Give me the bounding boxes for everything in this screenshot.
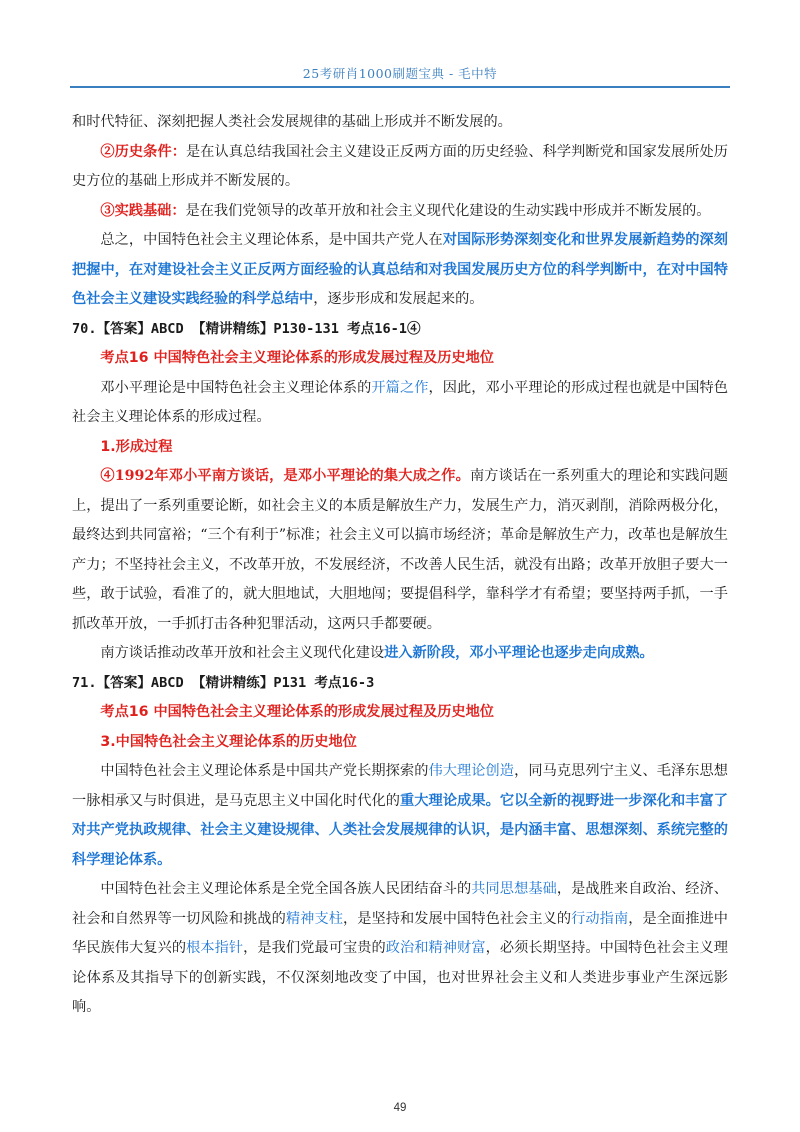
practical-basis-label: ③实践基础： <box>100 202 186 219</box>
impact-text-a: 南方谈话推动改革开放和社会主义现代化建设 <box>100 645 385 661</box>
foundation-highlight-f: 行动指南 <box>571 910 629 927</box>
foundation-highlight-h: 根本指针 <box>186 940 244 956</box>
summary-text-a: 总之，中国特色社会主义理论体系，是中国共产党人在 <box>100 232 443 248</box>
creation-text-c: ，同马克思列宁主义、毛泽东思想一脉相承又与时俱进，是马克思主义中国化时代化的 <box>72 763 728 809</box>
historical-conditions-text: 是在认真总结我国社会主义建设正反两方面的历史经验、科学判断党和国家发展所处历史方位的基础上形成并不断发展的。 <box>72 143 728 189</box>
foundation-text-e: ，是坚持和发展中国特色社会主义的 <box>342 910 572 927</box>
foundation-highlight-d: 精神支柱 <box>285 910 343 927</box>
deng-text-c: ，因此，邓小平理论的形成过程也就是中国特色社会主义理论体系的形成过程。 <box>72 379 728 425</box>
paragraph-deng-theory <box>72 374 728 433</box>
kaodian-heading-71: 考点16 中国特色社会主义理论体系的形成发展过程及历史地位 <box>100 704 494 720</box>
foundation-text-k: ，必须长期坚持。中国特色社会主义理论体系及其指导下的创新实践，不仅深刻地改变了中国，也对世界社会主义和人类进步事业产生深远影响。 <box>72 940 728 1015</box>
paragraph-theory-creation <box>72 757 728 875</box>
foundation-text-c: ，是战胜来自政治、经济、社会和自然界等一切风险和挑战的 <box>72 881 728 927</box>
paragraph-practical-basis <box>72 197 728 227</box>
foundation-text-i: ，是我们党最可宝贵的 <box>243 940 386 956</box>
running-header: 25考研肖1000刷题宝典 - 毛中特 <box>302 66 498 81</box>
paragraph-summary <box>72 226 728 315</box>
southern-talks-highlight: ④1992年邓小平南方谈话，是邓小平理论的集大成之作。 <box>100 468 470 484</box>
paragraph-theory-foundation <box>72 875 728 1023</box>
foundation-text-g: ，是全面推进中华民族伟大复兴的 <box>72 910 728 956</box>
creation-text-a: 中国特色社会主义理论体系是中国共产党长期探索的 <box>100 763 429 779</box>
historical-conditions-label: ②历史条件： <box>100 143 186 160</box>
paragraph-southern-talks <box>72 462 728 639</box>
practical-basis-text: 是在我们党领导的改革开放和社会主义现代化建设的生动实践中形成并不断发展的。 <box>185 202 711 219</box>
paragraph-historical-conditions <box>72 138 728 197</box>
paragraph-southern-talks-impact <box>72 639 728 669</box>
header-rule <box>70 86 730 88</box>
answer-line-70: 70.【答案】ABCD 【精讲精练】P130-131 考点16-1④ <box>72 320 421 337</box>
creation-highlight-b: 伟大理论创造 <box>428 763 515 779</box>
answer-line-71: 71.【答案】ABCD 【精讲精练】P131 考点16-3 <box>72 674 375 691</box>
southern-talks-text: 南方谈话在一系列重大的理论和实践问题上，提出了一系列重要论断，如社会主义的本质是解放生产力，发展生产力，消灭剥削，消除两极分化，最终达到共同富裕；“三个有利于”标准；社会主义可以搞市场经济；革命是解放生产力，改革也是解放生产力；不坚持社会主义，不改革开放，不发展经济，不改善人民生活，就没有出路；改革开放胆子要大一些，敢于试验，看准了的，就大胆地试，大胆地闯；要提倡科学，靠科学才有希望；要坚持两手抓，一手抓改革开放，一手抓打击各种犯罪活动，这两只手都要硬。 <box>72 468 728 632</box>
subheading-historical-status: 3.中国特色社会主义理论体系的历史地位 <box>100 733 357 750</box>
deng-highlight: 开篇之作 <box>371 379 429 396</box>
summary-highlight: 对国际形势深刻变化和世界发展新趋势的深刻把握中，在对建设社会主义正反两方面经验的认真总结和对我国发展历史方位的科学判断中，在对中国特色社会主义建设实践经验的科学总结中 <box>72 232 728 307</box>
paragraph-continuation: 和时代特征、深刻把握人类社会发展规律的基础上形成并不断发展的。 <box>72 114 512 130</box>
creation-highlight-d: 重大理论成果。它以全新的视野进一步深化和丰富了对共产党执政规律、社会主义建设规律、人类社会发展规律的认识，是内涵丰富、思想深刻、系统完整的科学理论体系。 <box>72 792 728 868</box>
page-number: 49 <box>393 1102 407 1114</box>
kaodian-heading-70: 考点16 中国特色社会主义理论体系的形成发展过程及历史地位 <box>100 350 494 366</box>
foundation-text-a: 中国特色社会主义理论体系是全党全国各族人民团结奋斗的 <box>100 881 472 897</box>
summary-text-c: ，逐步形成和发展起来的。 <box>313 291 484 307</box>
foundation-highlight-b: 共同思想基础 <box>471 881 557 897</box>
page-content <box>72 108 728 1023</box>
deng-text-a: 邓小平理论是中国特色社会主义理论体系的 <box>100 379 372 396</box>
subheading-formation-process: 1.形成过程 <box>100 438 173 455</box>
foundation-highlight-j: 政治和精神财富 <box>385 940 486 956</box>
impact-highlight: 进入新阶段，邓小平理论也逐步走向成熟。 <box>384 645 654 661</box>
